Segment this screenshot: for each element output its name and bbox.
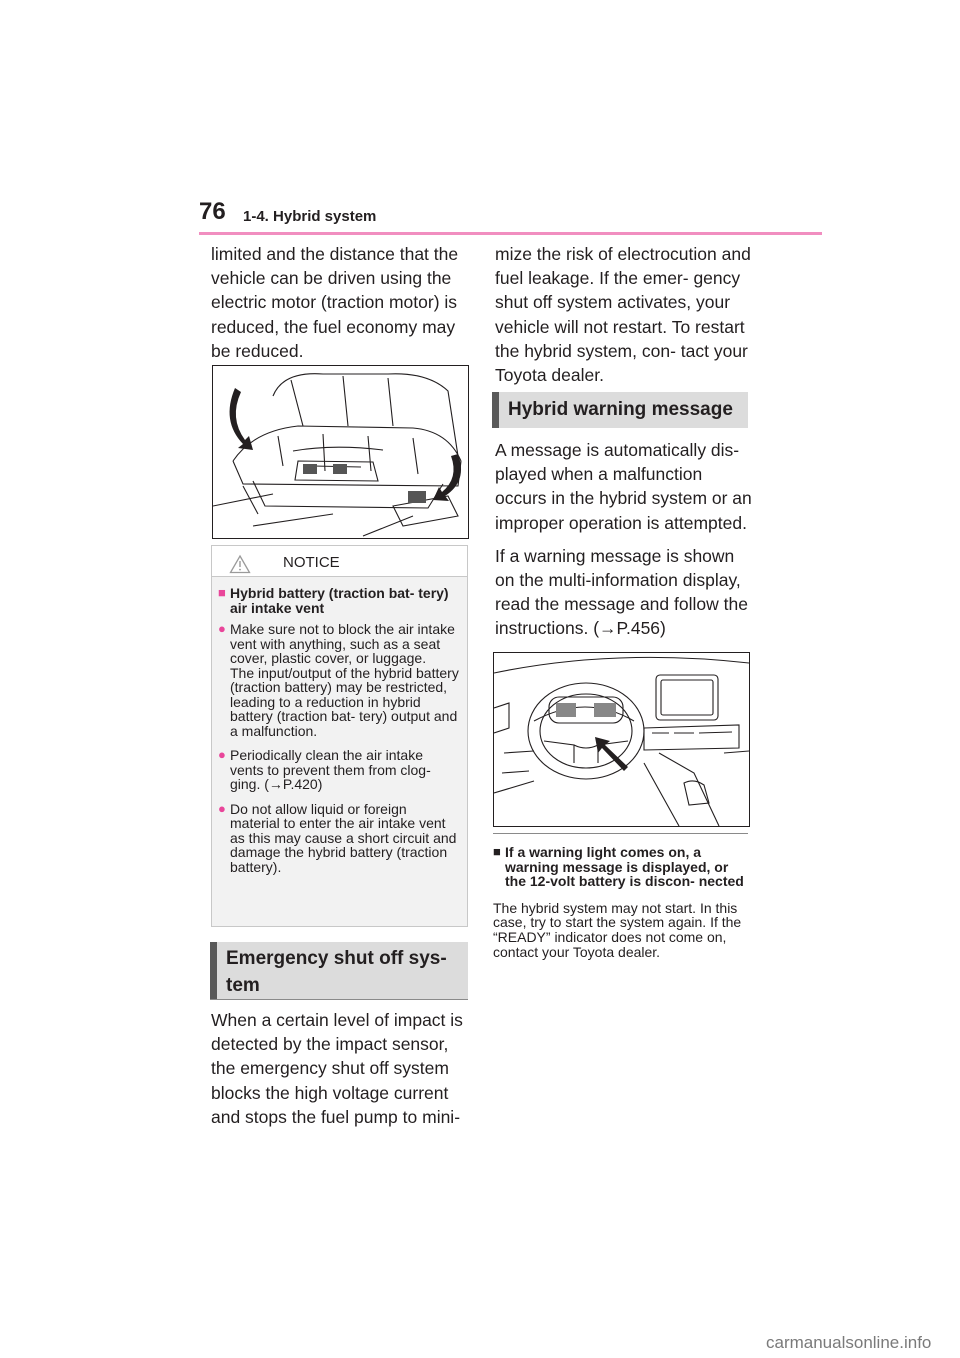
notice-item	[218, 622, 459, 738]
dashboard-drawing	[494, 653, 749, 826]
notice-heading	[218, 586, 459, 615]
dashboard-display-illustration	[493, 652, 750, 827]
notice-heading-text: Hybrid battery (traction bat- tery) air intake vent	[230, 585, 449, 616]
header-rule	[199, 232, 822, 235]
rear-seat-drawing	[213, 366, 468, 538]
circle-bullet-icon: ●	[218, 800, 226, 816]
notice-item	[218, 802, 459, 875]
notice-item-text: Periodically clean the air intake vents to prevent them from clog- ging. (→P.420)	[230, 747, 431, 792]
hybrid-warning-heading: Hybrid warning message	[492, 392, 748, 428]
notice-label: NOTICE	[283, 554, 340, 571]
warning-triangle-icon	[229, 554, 251, 574]
circle-bullet-icon: ●	[218, 747, 226, 762]
intro-paragraph: limited and the distance that the vehicle can be driven using the electric motor (traction motor) is reduced, the fuel economy may be reduced.	[211, 244, 459, 361]
square-bullet-icon: ■	[218, 585, 226, 600]
page-number: 76	[199, 198, 226, 225]
separator-line	[493, 833, 748, 834]
notice-item-text: Make sure not to block the air intake vent with anything, such as a seat cover, plastic cover, or luggage. The input/output of the hybrid battery (traction battery) may be restricted, leading to a reduction in hybrid battery (traction bat- tery) output and a malfunction.	[230, 621, 459, 739]
rear-seat-air-vent-illustration	[212, 365, 469, 539]
circle-bullet-icon: ●	[218, 621, 226, 636]
notice-item-text: Do not allow liquid or foreign material to enter the air intake vent as this may cause a short circuit and damage the hybrid battery (traction battery).	[230, 800, 457, 875]
subsection-heading	[493, 845, 749, 889]
heading-underline	[210, 999, 468, 1000]
watermark: carmanualsonline.info	[766, 1333, 932, 1352]
subsection-heading-text: If a warning light comes on, a warning message is displayed, or the 12-volt battery is discon- nected	[505, 844, 744, 889]
square-bullet-icon: ■	[493, 844, 501, 859]
continued-paragraph: mize the risk of electrocution and fuel leakage. If the emer- gency shut off system activates, your vehicle will not restart. To restart the hybrid system, con- tact your Toyota dealer.	[495, 244, 751, 386]
warning-light-subsection	[493, 845, 749, 959]
subsection-text: The hybrid system may not start. In this case, try to start the system again. If the “READY” indicator does not come on, contact your Toyota dealer.	[493, 899, 742, 960]
emergency-paragraph: When a certain level of impact is detected by the impact sensor, the emergency shut off system blocks the high voltage current and stops the fuel pump to mini-	[211, 1010, 463, 1127]
notice-item	[218, 748, 459, 792]
emergency-shut-off-heading: Emergency shut off sys- tem	[210, 942, 468, 1000]
instructions-paragraph: If a warning message is shown on the multi-information display, read the message and follow the instructions. (→P.456)	[495, 545, 748, 639]
notice-body	[212, 577, 467, 874]
hybrid-warning-paragraph: A message is automatically dis- played when a malfunction occurs in the hybrid system or an improper operation is attempted.	[495, 440, 752, 533]
notice-box	[211, 545, 468, 927]
section-title: 1-4. Hybrid system	[243, 208, 377, 225]
hybrid-warning-body	[495, 438, 753, 650]
notice-header	[212, 546, 467, 577]
